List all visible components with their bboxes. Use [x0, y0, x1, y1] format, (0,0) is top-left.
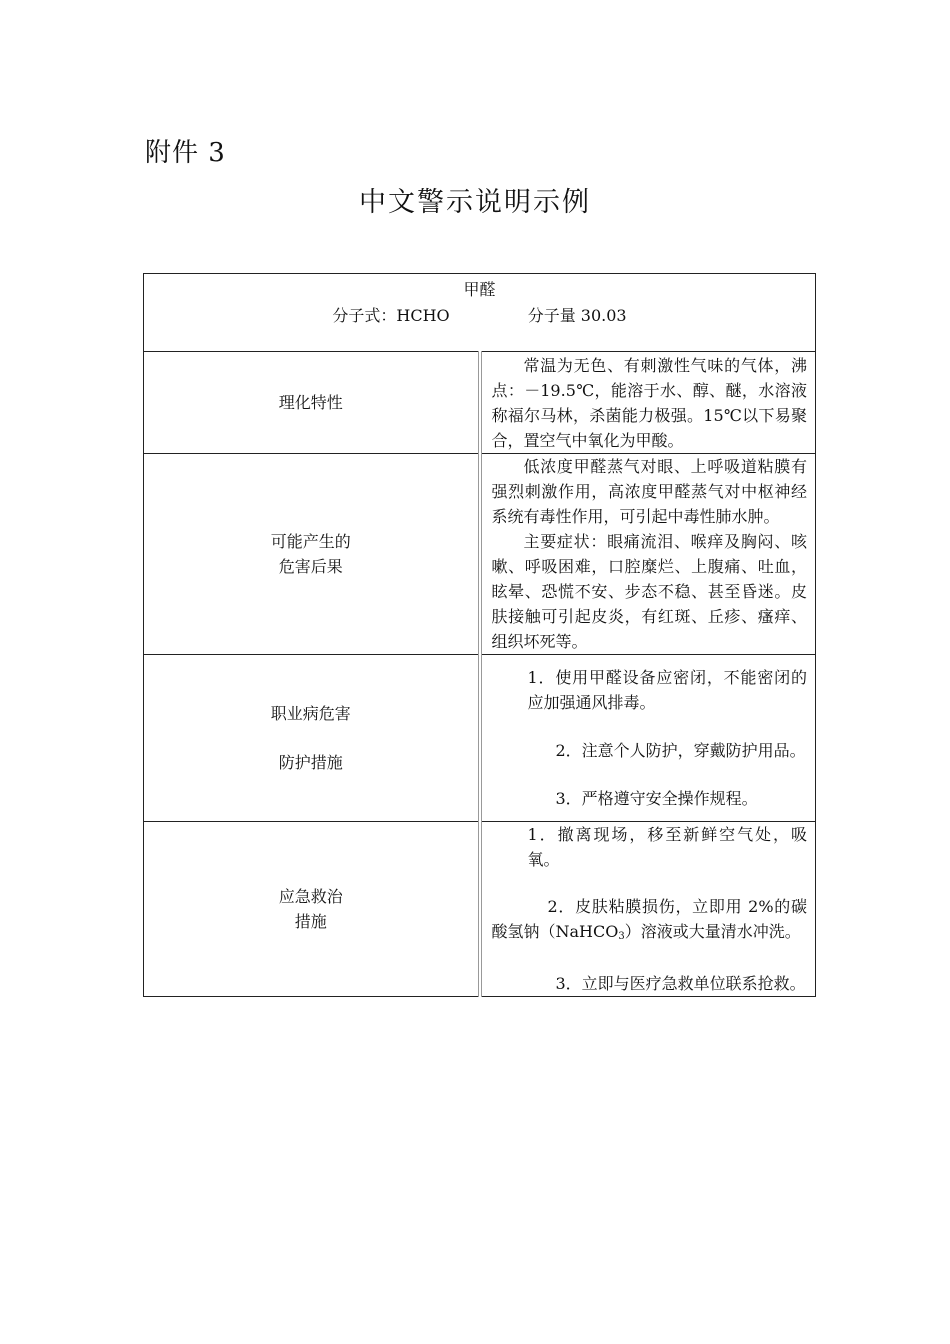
properties-text: 常温为无色、有刺激性气味的气体，沸点：－19.5℃，能溶于水、醇、醚，水溶液称福尔马林，杀菌能力极强。15℃以下易聚合，置空气中氧化为甲酸。: [491, 355, 807, 450]
row-content-properties: [480, 352, 816, 454]
hazards-paragraph-2: 主要症状：眼痛流泪、喉痒及胸闷、咳嗽、呼吸困难，口腔糜烂、上腹痛、吐血，眩晕、恐慌不安、步态不稳、甚至昏迷。皮肤接触可引起皮炎，有红斑、丘疹、瘙痒、组织坏死等。: [491, 532, 807, 651]
table-header-row: [144, 274, 816, 352]
label-line: 应急救治: [278, 887, 343, 906]
emergency-step-2: [492, 894, 808, 949]
protection-step-3: 3．严格遵守安全操作规程。: [555, 789, 758, 808]
molecular-weight: 分子量 30.03: [527, 306, 627, 325]
emergency-step-1: 1．撤离现场，移至新鲜空气处，吸氧。: [527, 825, 807, 869]
protection-step-2: 2．注意个人防护，穿戴防护用品。: [555, 741, 806, 760]
row-content-hazards: [480, 454, 816, 655]
substance-formula-line: [144, 303, 815, 329]
page-title: 中文警示说明示例: [359, 187, 591, 218]
warning-table: [143, 273, 816, 997]
label-line: 职业病危害: [270, 704, 351, 723]
row-content-protection: [480, 655, 816, 822]
table-row: [144, 822, 816, 997]
protection-step-1: 1．使用甲醛设备应密闭，不能密闭的应加强通风排毒。: [527, 668, 807, 712]
table-row: [144, 352, 816, 454]
row-label-hazards: [144, 454, 480, 655]
emergency-step-2-text: 2．皮肤粘膜损伤，立即用 2%的碳酸氢钠（NaHCO: [491, 897, 807, 941]
substance-name: 甲醛: [463, 280, 496, 299]
table-row: [144, 655, 816, 822]
hazards-paragraph-1: 低浓度甲醛蒸气对眼、上呼吸道粘膜有强烈刺激作用，高浓度甲醛蒸气对中枢神经系统有毒性作用，可引起中毒性肺水肿。: [491, 457, 807, 526]
row-label-emergency: [144, 822, 480, 997]
molecular-formula: 分子式：HCHO: [332, 306, 450, 325]
subscript-3: 3: [618, 931, 625, 942]
label-line: 防护措施: [278, 753, 343, 772]
row-content-emergency: [480, 822, 816, 997]
emergency-step-2-text-end: ）溶液或大量清水冲洗。: [624, 922, 801, 941]
label-line: 危害后果: [278, 557, 343, 576]
label-line: 措施: [294, 912, 327, 931]
label-line: 可能产生的: [270, 532, 351, 551]
table-row: [144, 454, 816, 655]
row-label-properties: 理化特性: [144, 352, 480, 454]
substance-header: [144, 274, 816, 352]
emergency-step-3: 3．立即与医疗急救单位联系抢救。: [555, 974, 806, 993]
attachment-label: 附件 3: [145, 138, 226, 168]
row-label-protection: [144, 655, 480, 822]
